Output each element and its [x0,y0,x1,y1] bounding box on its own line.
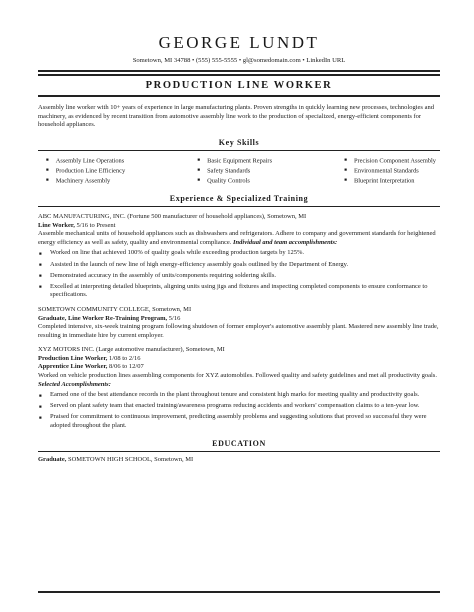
experience-heading: Experience & Specialized Training [169,194,309,204]
employer-name: XYZ MOTORS INC. (Large automotive manufacturer), Sometown, MI [38,346,225,354]
role-line [38,355,440,364]
footer-divider [38,591,440,593]
skill-item: ■ Precision Component Assembly [344,156,436,166]
skill-item: ■ Assembly Line Operations [46,156,125,166]
summary-paragraph: Assembly line worker with 10+ years of experience in large manufacturing plants. Proven strengths in quickly learning new processes, technologies and machinery, as evidenced by recent transition from automotive assembly line work to the production of specialized, energy-efficient components for household appliances. [38,104,434,129]
program-title: Graduate, Line Worker Re-Training Program, [38,314,168,322]
header-divider [38,70,440,72]
skill-item: ■ Environmental Standards [344,166,436,176]
role-dates: 5/16 to Present [76,221,116,229]
role-description-text: Assemble mechanical units of household appliances such as dishwashers and refrigerators. Adhere to company and government standards for heightened energy efficiency as well as safety, quality and environmental compliance. [38,230,436,246]
role-description: Worked on vehicle production lines assembling components for XYZ automobiles. Followed quality and safety guidelines and met all productivity goals. [38,372,437,380]
skills-heading: Key Skills [218,137,260,147]
program-dates: 5/16 [168,314,181,322]
list-item: ■ Served on plant safety team that enacted training/awareness programs reducing accidents and workers' compensation claims to a ten-year low. [50,402,440,411]
role-dates: 8/06 to 12/07 [109,363,144,371]
job-title: PRODUCTION LINE WORKER [145,80,333,91]
skill-item: ■ Blueprint Interpretation [344,176,436,186]
contact-line: Sometown, MI 34788 • (555) 555-5555 • gl@somedomain.com • LinkedIn URL [132,57,346,64]
list-item: ■ Praised for commitment to continuous improvement, predicting assembly problems and suggesting solutions that proved so successful they were adopted throughout the plant. [50,413,440,430]
accomplishments-label: Selected Accomplishments: [38,380,111,388]
education-line [38,456,440,465]
education-divider [38,451,440,452]
skill-item: ■ Quality Controls [197,176,272,186]
education-heading: EDUCATION [212,438,266,448]
role-title: Line Worker, [38,221,75,229]
skill-item: ■ Production Line Efficiency [46,166,125,176]
list-item: ■ Earned one of the best attendance records in the plant throughout tenure and consistent high marks for meeting quality and productivity goals. [50,391,440,400]
experience-divider [38,206,440,207]
skill-item: ■ Machinery Assembly [46,176,125,186]
degree: Graduate, [38,455,67,463]
employer-name: ABC MANUFACTURING, INC. (Fortune 500 manufacturer of household appliances), Sometown, MI [38,213,307,221]
role-title: Production Line Worker, [38,354,108,362]
program-line [38,315,440,324]
accomplishments-label: Individual and team accomplishments: [233,238,338,246]
skills-column-1 [46,156,125,186]
role-description [38,230,440,247]
candidate-name: GEORGE LUNDT [158,33,320,52]
accomplishments-list [38,249,440,299]
role-dates: 1/08 to 2/16 [109,354,141,362]
skills-grid [46,156,436,186]
list-item: ■ Excelled at interpreting detailed blueprints, aligning units using jigs and fixtures and inspecting completed components to ensure conformance to specifications. [50,283,440,300]
list-item: ■ Worked on line that achieved 100% of quality goals while exceeding production targets by 125%. [50,249,440,258]
accomplishments-list [38,391,440,430]
college-name: SOMETOWN COMMUNITY COLLEGE, Sometown, MI [38,305,192,313]
list-item: ■ Demonstrated accuracy in the assembly of units/components requiring soldering skills. [50,272,440,281]
skills-column-3 [344,156,436,186]
program-description: Completed intensive, six-week training program following shutdown of former employer's automotive assembly plant. Mastered new assembly line trade, resulting in immediate hire by current employer. [38,323,439,339]
list-item: ■ Assisted in the launch of new line of high energy-efficiency assembly goals outlined by the Department of Energy. [50,261,440,270]
skill-item: ■ Safety Standards [197,166,272,176]
title-banner [38,74,440,97]
skills-divider [38,150,440,151]
role-title: Apprentice Line Worker, [38,363,108,371]
school-name: SOMETOWN HIGH SCHOOL, Sometown, MI [67,455,194,463]
role-line [38,363,440,372]
skills-column-2 [197,156,272,186]
role-line [38,222,440,231]
skill-item: ■ Basic Equipment Repairs [197,156,272,166]
